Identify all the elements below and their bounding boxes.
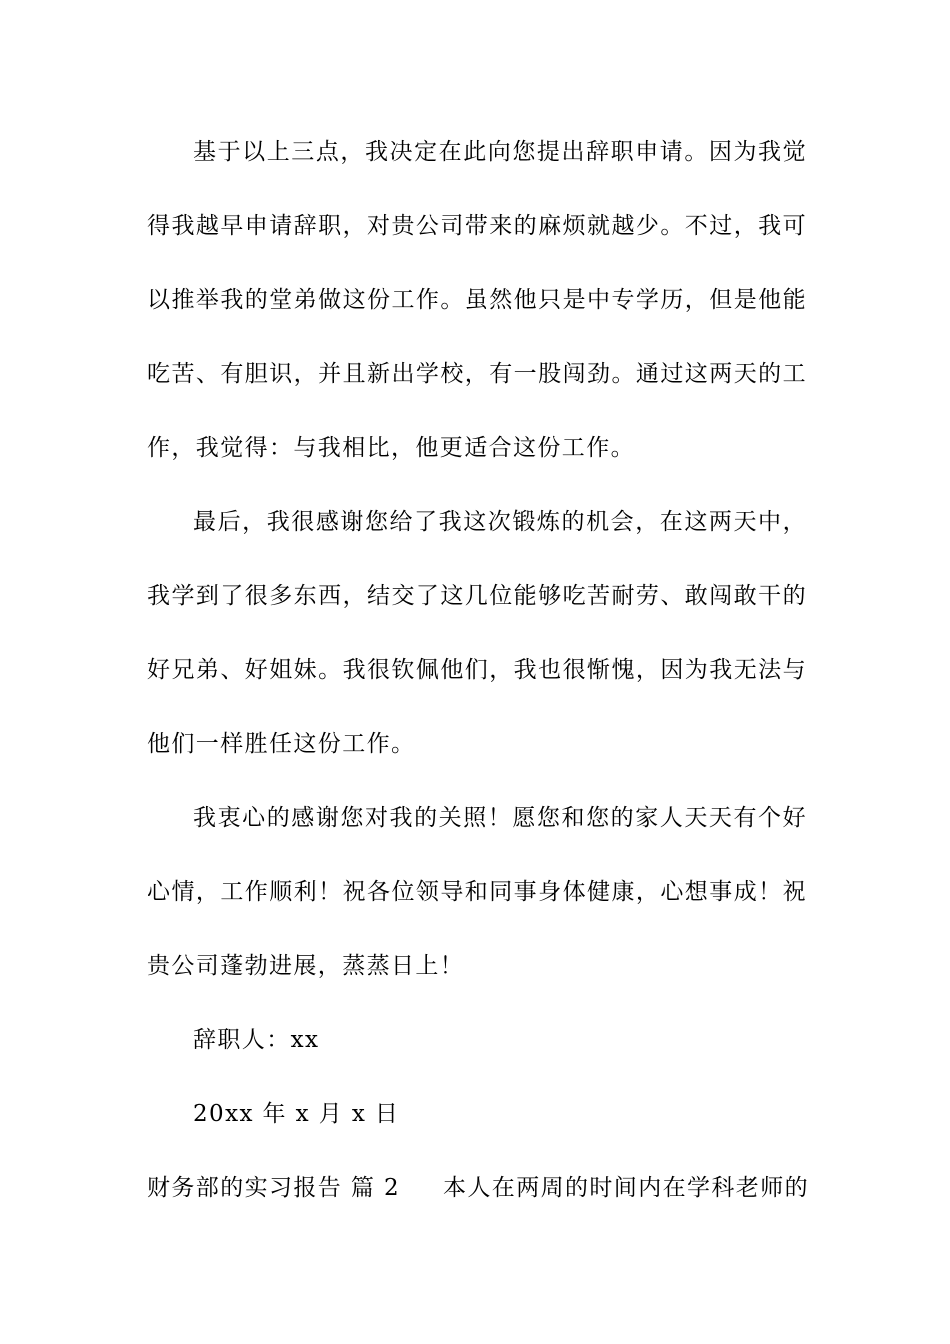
paragraph-3-line-2: 心情，工作顺利！祝各位领导和同事身体健康，心想事成！祝 — [147, 879, 807, 905]
section-intro-text: 本人在两周的时间内在学科老师的 — [443, 1175, 809, 1201]
paragraph-1-line-1: 基于以上三点，我决定在此向您提出辞职申请。因为我觉 — [193, 139, 807, 165]
paragraph-1-line-4: 吃苦、有胆识，并且新出学校，有一股闯劲。通过这两天的工 — [147, 361, 807, 387]
paragraph-3-line-1: 我衷心的感谢您对我的关照！愿您和您的家人天天有个好 — [193, 805, 807, 831]
section-heading: 财务部的实习报告 篇 2 — [147, 1175, 401, 1201]
paragraph-2-line-4: 他们一样胜任这份工作。 — [147, 731, 416, 757]
paragraph-3-line-3: 贵公司蓬勃进展，蒸蒸日上！ — [147, 953, 465, 979]
paragraph-2-line-3: 好兄弟、好姐妹。我很钦佩他们，我也很惭愧，因为我无法与 — [147, 657, 807, 683]
paragraph-2-line-1: 最后，我很感谢您给了我这次锻炼的机会，在这两天中， — [193, 509, 807, 535]
paragraph-1-line-5: 作，我觉得：与我相比，他更适合这份工作。 — [147, 435, 635, 461]
paragraph-1-line-3: 以推举我的堂弟做这份工作。虽然他只是中专学历，但是他能 — [147, 287, 807, 313]
paragraph-2-line-2: 我学到了很多东西，结交了这几位能够吃苦耐劳、敢闯敢干的 — [147, 583, 807, 609]
paragraph-1-line-2: 得我越早申请辞职，对贵公司带来的麻烦就越少。不过，我可 — [147, 213, 807, 239]
signature-line: 辞职人：xx — [193, 1027, 320, 1053]
date-line: 20xx 年 x 月 x 日 — [193, 1101, 400, 1127]
